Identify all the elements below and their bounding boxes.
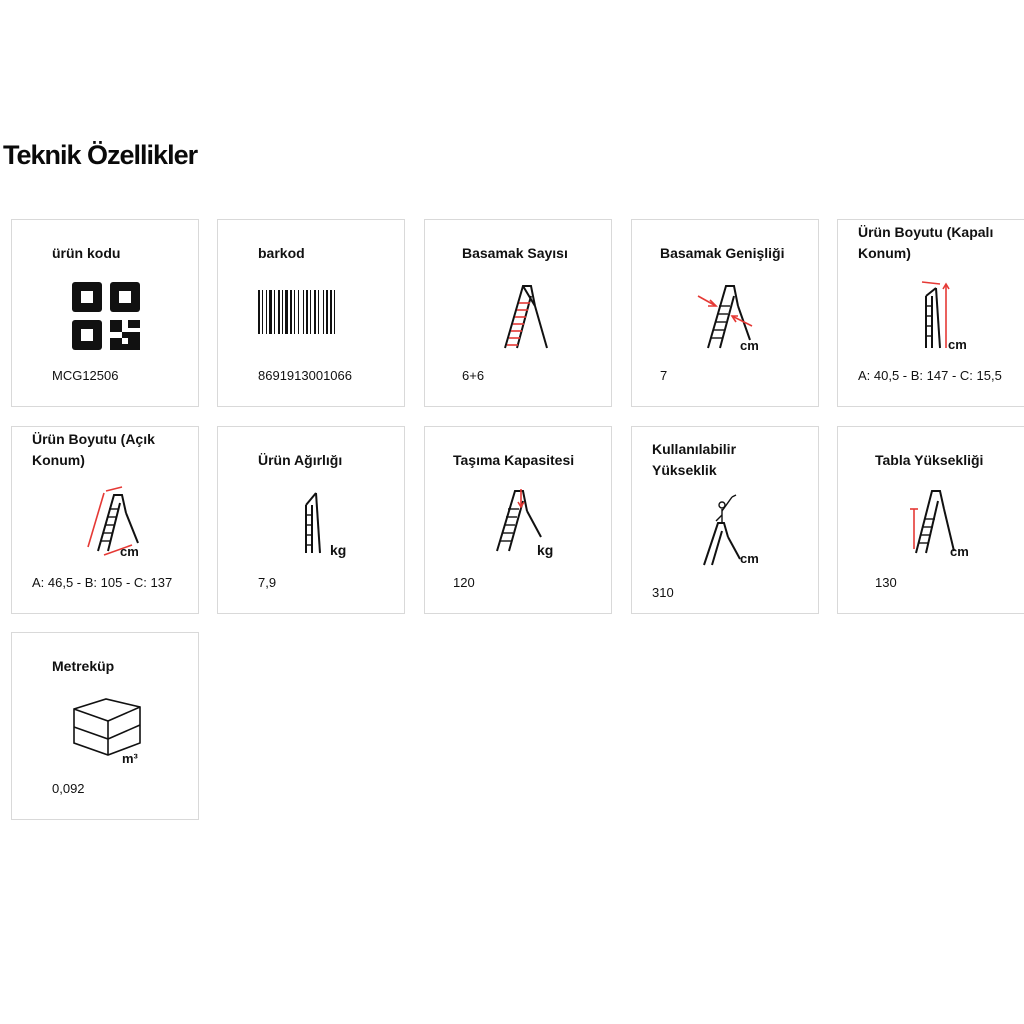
spec-card-platform-height bbox=[837, 426, 1024, 614]
platform-height-icon bbox=[904, 485, 984, 559]
unit-text: cm bbox=[950, 544, 969, 559]
spec-label: Ürün Ağırlığı bbox=[258, 452, 343, 468]
unit-text: cm bbox=[740, 551, 759, 566]
spec-label: Basamak Sayısı bbox=[462, 245, 568, 261]
spec-value: 120 bbox=[453, 575, 475, 590]
qr-code-icon bbox=[70, 280, 142, 352]
spec-value: A: 40,5 - B: 147 - C: 15,5 bbox=[858, 368, 1002, 383]
spec-card-usable-height bbox=[631, 426, 819, 614]
spec-card-volume bbox=[11, 632, 199, 820]
unit-text: cm bbox=[740, 338, 759, 352]
unit-text: m³ bbox=[122, 751, 138, 766]
barcode-icon bbox=[258, 290, 368, 334]
unit-text: kg bbox=[537, 542, 554, 558]
ladder-step-width-icon bbox=[694, 280, 774, 352]
spec-label: Ürün Boyutu (Kapalı Konum) bbox=[858, 224, 994, 261]
spec-card-step-count bbox=[424, 219, 612, 407]
spec-label: Tabla Yüksekliği bbox=[875, 452, 984, 468]
spec-label: ürün kodu bbox=[52, 245, 121, 261]
spec-card-capacity bbox=[424, 426, 612, 614]
page-title: Teknik Özellikler bbox=[3, 140, 198, 170]
spec-label: Ürün Boyutu (Açık Konum) bbox=[32, 431, 155, 468]
spec-value: 8691913001066 bbox=[258, 368, 352, 383]
spec-label: Taşıma Kapasitesi bbox=[453, 452, 575, 468]
spec-card-closed-size bbox=[837, 219, 1024, 407]
spec-value: 130 bbox=[875, 575, 897, 590]
spec-label: Basamak Genişliği bbox=[660, 245, 785, 261]
spec-value: 0,092 bbox=[52, 781, 85, 796]
ladder-weight-icon bbox=[298, 487, 368, 559]
spec-label: Metreküp bbox=[52, 658, 115, 674]
usable-height-icon bbox=[700, 493, 776, 567]
spec-value: 7,9 bbox=[258, 575, 277, 590]
spec-card-barcode bbox=[217, 219, 405, 407]
ladder-open-size-icon bbox=[76, 483, 160, 559]
cube-volume-icon bbox=[70, 695, 152, 767]
spec-value: 6+6 bbox=[462, 368, 485, 383]
unit-text: cm bbox=[120, 544, 139, 559]
unit-text: kg bbox=[330, 542, 347, 558]
spec-value: A: 46,5 - B: 105 - C: 137 bbox=[32, 575, 173, 590]
spec-card-product-code bbox=[11, 219, 199, 407]
ladder-steps-icon bbox=[495, 280, 555, 350]
spec-label: Kullanılabilir Yükseklik bbox=[652, 441, 737, 478]
unit-text: cm bbox=[948, 337, 967, 352]
spec-value: 7 bbox=[660, 368, 668, 383]
spec-label: barkod bbox=[258, 245, 305, 261]
spec-card-weight bbox=[217, 426, 405, 614]
spec-card-open-size bbox=[11, 426, 199, 614]
spec-value: 310 bbox=[652, 585, 674, 600]
spec-value: MCG12506 bbox=[52, 368, 119, 383]
spec-card-step-width bbox=[631, 219, 819, 407]
ladder-closed-size-icon bbox=[916, 278, 996, 352]
ladder-capacity-icon bbox=[489, 485, 569, 559]
